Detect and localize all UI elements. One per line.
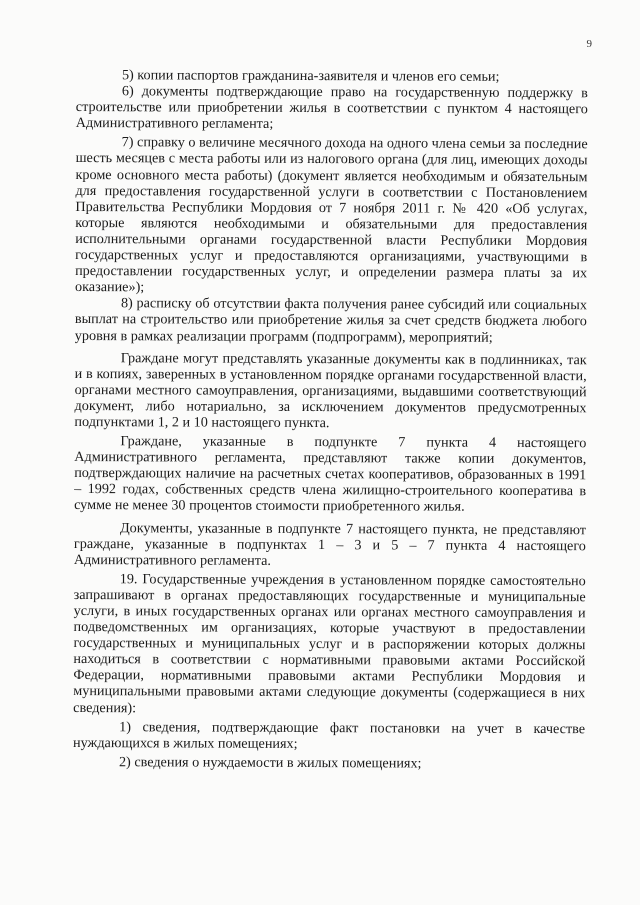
paragraph-citizens-submit: Граждане могут представлять указанные документы как в подлинниках, так и в копиях, заверенных в установленном порядке органами государственной власти, органами местного самоуправления, организациями, выдавшими соответствующий документ, либо нотариально, за исключением документов предусмотренных подпунктами 1, 2 и 10 настоящего пункта. [74,349,587,432]
page-number: 9 [586,38,592,50]
paragraph-info-2: 2) сведения о нуждаемости в жилых помещениях; [118,754,422,772]
paragraph-item-7: 7) справку о величине месячного дохода на одного члена семьи за последние шесть месяцев с места работы или из налогового органа (для лиц, имеющих доходы кроме основного места работы) (документ является необходимым и обязательным для предоставления государственной услуги в соответствии с Постановлением Правительства Республики Мордовия от 7 ноября 2011 г. № 420 «Об услугах, которые являются необходимыми и обязательными для предоставления исполнительными органами государственной власти Республики Мордовия государственных услуг и предоставляются организациями, участвующими в предоставлении государственных услуг, и определении размера платы за их оказание»); [75,134,588,296]
document-body [73,67,588,772]
paragraph-section-19: 19. Государственные учреждения в установленном порядке самостоятельно запрашивают в органах предоставляющих государственные и муниципальные услуги, в иных государственных органах или органах местного самоуправления и подведомственных им организациях, которые участвуют в предоставлении государственных и муниципальных услуг и в распоряжении которых должны находиться в соответствии с нормативными правовыми актами Российской Федерации, нормативными правовыми актами Республики Мордовия и муниципальными правовыми актами следующие документы (содержащиеся в них сведения): [73,571,586,716]
paragraph-info-1: 1) сведения, подтверждающие факт постановки на учет в качестве нуждающихся в жилых помещениях; [73,718,586,752]
paragraph-citizens-copies: Граждане, указанные в подпункте 7 пункта 4 настоящего Административного регламента, представляют также копии документов, подтверждающих наличие на расчетных счетах кооперативов, образованных в 1991 – 1992 годах, собственных средств члена жилищно-строительного кооператива в сумме не менее 30 процентов стоимости приобретенного жилья. [74,433,587,516]
paragraph-documents-exempt: Документы, указанные в подпункте 7 настоящего пункта, не представляют граждане, указанные в подпунктах 1 – 3 и 5 – 7 пункта 4 настоящего Административного регламента. [73,519,587,569]
paragraph-item-5: 5) копии паспортов гражданина-заявителя и членов его семьи; [121,67,500,85]
paragraph-item-8: 8) расписку об отсутствии факта получения ранее субсидий или социальных выплат на строительство или приобретение жилья за счет средств бюджета любого уровня в рамках реализации программ (подпрограмм), мероприятий; [74,295,587,346]
paragraph-item-6: 6) документы подтверждающие право на государственную поддержку в строительстве или приобретении жилья в соответствии с пунктом 4 настоящего Административного регламента; [75,83,588,133]
